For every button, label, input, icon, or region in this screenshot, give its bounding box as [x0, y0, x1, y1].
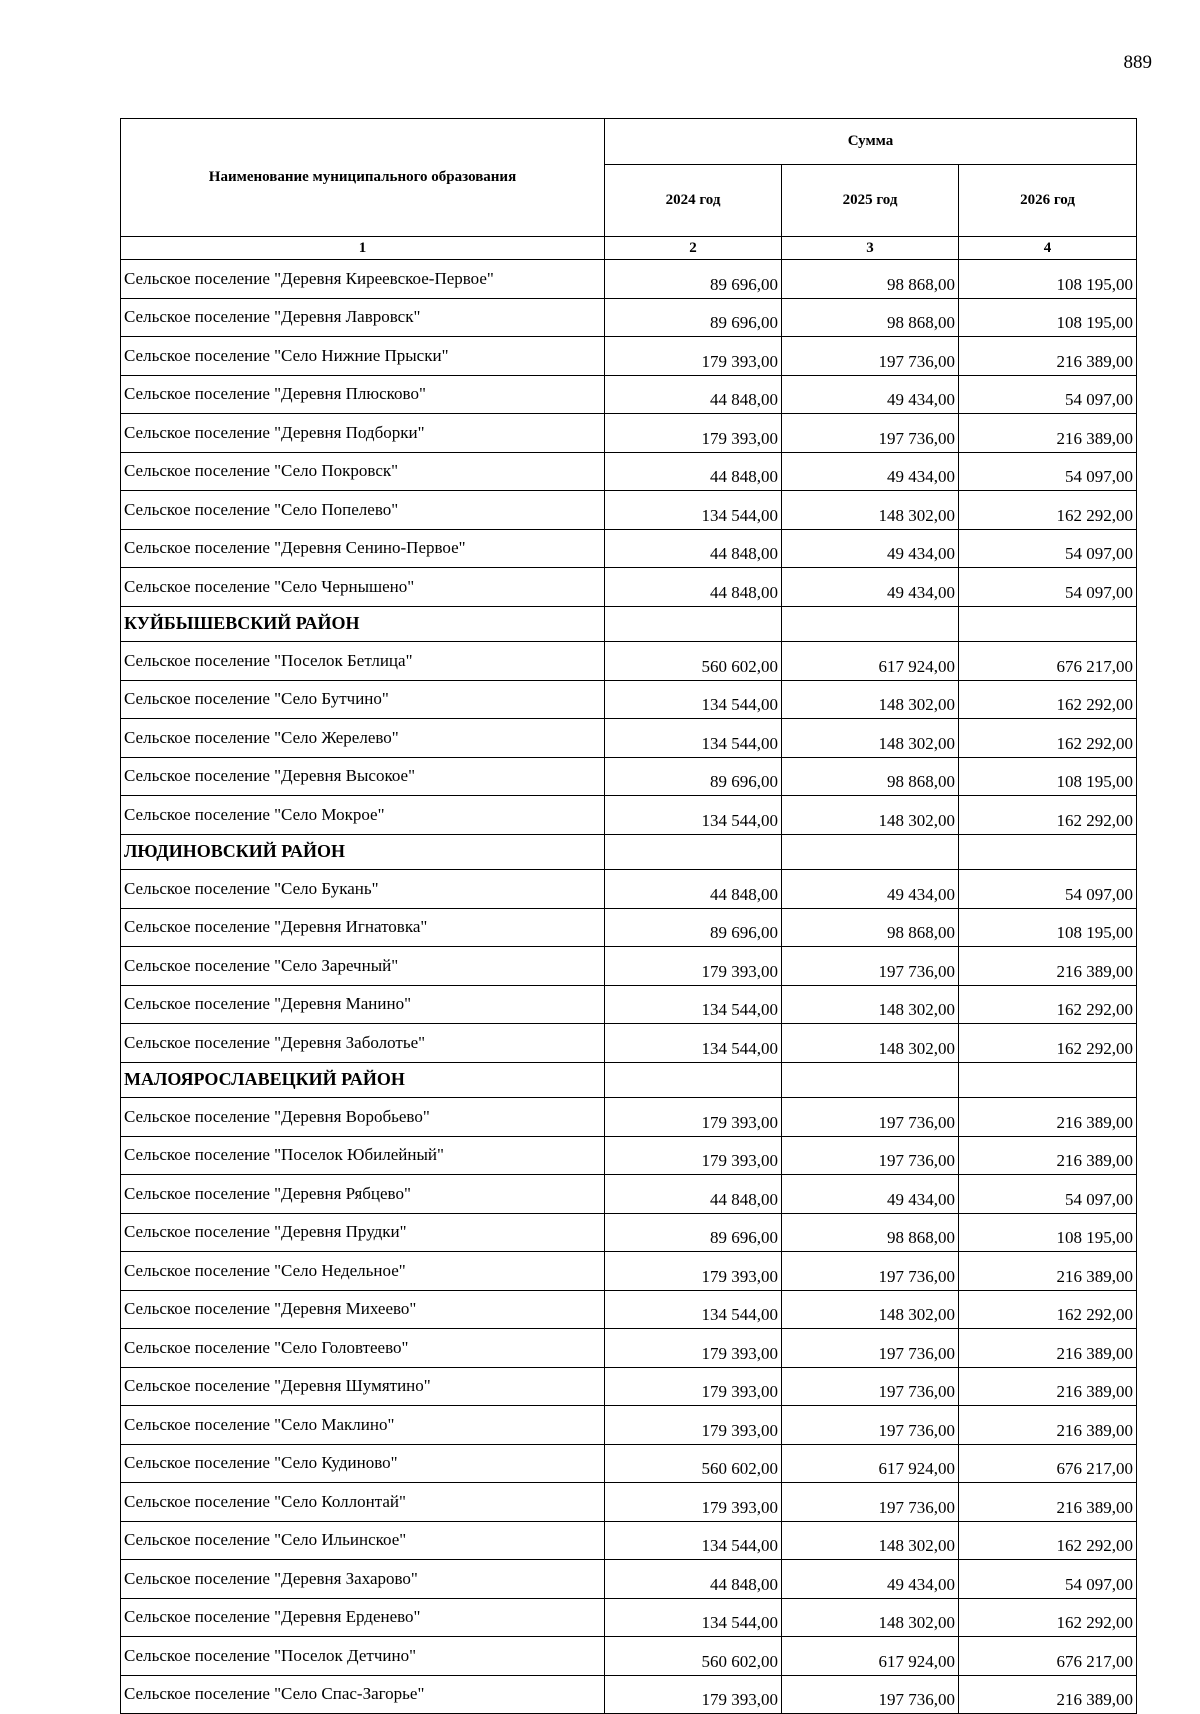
table-row — [121, 1329, 1137, 1368]
amount-2026: 162 292,00 — [959, 1598, 1137, 1637]
settlement-name: Сельское поселение "Село Чернышено" — [121, 568, 605, 607]
amount-2025: 197 736,00 — [782, 1367, 959, 1406]
settlement-name: Сельское поселение "Село Бутчино" — [121, 680, 605, 719]
settlement-name: Сельское поселение "Село Нижние Прыски" — [121, 337, 605, 376]
settlement-name: Сельское поселение "Село Попелево" — [121, 491, 605, 530]
district-section-row — [121, 1062, 1137, 1098]
amount-2026: 108 195,00 — [959, 1213, 1137, 1252]
table-row — [121, 1213, 1137, 1252]
amount-2024: 134 544,00 — [605, 1521, 782, 1560]
table-row — [121, 1560, 1137, 1599]
amount-2026: 676 217,00 — [959, 642, 1137, 681]
header-sum: Сумма — [605, 119, 1137, 165]
amount-2024: 134 544,00 — [605, 491, 782, 530]
amount-2024: 560 602,00 — [605, 1444, 782, 1483]
amount-2026: 216 389,00 — [959, 1367, 1137, 1406]
amount-2024: 89 696,00 — [605, 298, 782, 337]
settlement-name: Сельское поселение "Деревня Захарово" — [121, 1560, 605, 1599]
amount-2025: 49 434,00 — [782, 1560, 959, 1599]
amount-2026: 162 292,00 — [959, 719, 1137, 758]
amount-2024: 134 544,00 — [605, 1598, 782, 1637]
table-row — [121, 414, 1137, 453]
settlement-name: Сельское поселение "Село Покровск" — [121, 452, 605, 491]
amount-2026: 54 097,00 — [959, 870, 1137, 909]
amount-2026: 54 097,00 — [959, 375, 1137, 414]
amount-2024: 44 848,00 — [605, 375, 782, 414]
settlement-name: Сельское поселение "Деревня Высокое" — [121, 757, 605, 796]
amount-2026: 216 389,00 — [959, 414, 1137, 453]
amount-2024: 179 393,00 — [605, 1252, 782, 1291]
table-row — [121, 1367, 1137, 1406]
amount-2025: 197 736,00 — [782, 1252, 959, 1291]
amount-2025: 49 434,00 — [782, 568, 959, 607]
amount-2025: 49 434,00 — [782, 1175, 959, 1214]
table-row — [121, 757, 1137, 796]
settlement-name: Сельское поселение "Деревня Михеево" — [121, 1290, 605, 1329]
amount-2024: 134 544,00 — [605, 719, 782, 758]
column-number: 1 — [121, 237, 605, 260]
amount-2024: 134 544,00 — [605, 1290, 782, 1329]
table-row — [121, 1521, 1137, 1560]
district-name: МАЛОЯРОСЛАВЕЦКИЙ РАЙОН — [121, 1062, 605, 1098]
table-row — [121, 1637, 1137, 1676]
amount-2026: 216 389,00 — [959, 1098, 1137, 1137]
amount-2026: 108 195,00 — [959, 757, 1137, 796]
empty-cell — [605, 606, 782, 642]
table-row — [121, 491, 1137, 530]
settlement-name: Сельское поселение "Поселок Юбилейный" — [121, 1136, 605, 1175]
amount-2026: 54 097,00 — [959, 1560, 1137, 1599]
amount-2024: 179 393,00 — [605, 1098, 782, 1137]
amount-2024: 44 848,00 — [605, 1175, 782, 1214]
district-name: КУЙБЫШЕВСКИЙ РАЙОН — [121, 606, 605, 642]
table-row — [121, 260, 1137, 299]
amount-2025: 197 736,00 — [782, 1675, 959, 1714]
header-year-2025: 2025 год — [782, 165, 959, 237]
amount-2025: 148 302,00 — [782, 1024, 959, 1063]
amount-2026: 216 389,00 — [959, 1136, 1137, 1175]
amount-2026: 162 292,00 — [959, 796, 1137, 835]
amount-2025: 98 868,00 — [782, 298, 959, 337]
empty-cell — [605, 1062, 782, 1098]
table-row — [121, 1024, 1137, 1063]
amount-2024: 89 696,00 — [605, 908, 782, 947]
amount-2025: 49 434,00 — [782, 870, 959, 909]
amount-2026: 216 389,00 — [959, 1483, 1137, 1522]
settlement-name: Сельское поселение "Деревня Подборки" — [121, 414, 605, 453]
table-row — [121, 719, 1137, 758]
settlement-name: Сельское поселение "Деревня Ерденево" — [121, 1598, 605, 1637]
table-row — [121, 1136, 1137, 1175]
column-number: 3 — [782, 237, 959, 260]
settlement-name: Сельское поселение "Поселок Бетлица" — [121, 642, 605, 681]
amount-2024: 179 393,00 — [605, 1483, 782, 1522]
table-row — [121, 1598, 1137, 1637]
settlement-name: Сельское поселение "Село Заречный" — [121, 947, 605, 986]
amount-2025: 197 736,00 — [782, 414, 959, 453]
settlement-name: Сельское поселение "Село Ильинское" — [121, 1521, 605, 1560]
header-year-2026: 2026 год — [959, 165, 1137, 237]
empty-cell — [959, 606, 1137, 642]
table-row — [121, 1290, 1137, 1329]
settlement-name: Сельское поселение "Деревня Воробьево" — [121, 1098, 605, 1137]
amount-2025: 617 924,00 — [782, 642, 959, 681]
table-row — [121, 1406, 1137, 1445]
amount-2024: 44 848,00 — [605, 568, 782, 607]
amount-2025: 49 434,00 — [782, 529, 959, 568]
amount-2026: 676 217,00 — [959, 1444, 1137, 1483]
amount-2025: 98 868,00 — [782, 260, 959, 299]
header-year-2024: 2024 год — [605, 165, 782, 237]
amount-2025: 98 868,00 — [782, 1213, 959, 1252]
table-row — [121, 642, 1137, 681]
table-row — [121, 1098, 1137, 1137]
amount-2025: 49 434,00 — [782, 375, 959, 414]
amount-2025: 197 736,00 — [782, 1098, 959, 1137]
table-row — [121, 947, 1137, 986]
amount-2026: 216 389,00 — [959, 1329, 1137, 1368]
table-row — [121, 529, 1137, 568]
amount-2026: 54 097,00 — [959, 1175, 1137, 1214]
page-number: 889 — [1123, 52, 1152, 73]
amount-2025: 617 924,00 — [782, 1637, 959, 1676]
amount-2025: 148 302,00 — [782, 1290, 959, 1329]
settlement-name: Сельское поселение "Деревня Сенино-Первое" — [121, 529, 605, 568]
settlement-name: Сельское поселение "Деревня Заболотье" — [121, 1024, 605, 1063]
amount-2025: 148 302,00 — [782, 719, 959, 758]
amount-2024: 560 602,00 — [605, 1637, 782, 1676]
amount-2026: 216 389,00 — [959, 1252, 1137, 1291]
amount-2024: 179 393,00 — [605, 337, 782, 376]
table-row — [121, 870, 1137, 909]
district-section-row — [121, 606, 1137, 642]
amount-2026: 162 292,00 — [959, 1290, 1137, 1329]
empty-cell — [782, 606, 959, 642]
amount-2026: 54 097,00 — [959, 568, 1137, 607]
budget-table — [120, 118, 1137, 1714]
amount-2024: 44 848,00 — [605, 1560, 782, 1599]
amount-2025: 197 736,00 — [782, 337, 959, 376]
table-row — [121, 1675, 1137, 1714]
amount-2025: 148 302,00 — [782, 1521, 959, 1560]
amount-2024: 134 544,00 — [605, 680, 782, 719]
settlement-name: Сельское поселение "Деревня Лавровск" — [121, 298, 605, 337]
amount-2026: 676 217,00 — [959, 1637, 1137, 1676]
empty-cell — [605, 834, 782, 870]
table-row — [121, 1444, 1137, 1483]
amount-2026: 216 389,00 — [959, 1675, 1137, 1714]
amount-2026: 162 292,00 — [959, 491, 1137, 530]
amount-2026: 216 389,00 — [959, 947, 1137, 986]
settlement-name: Сельское поселение "Поселок Детчино" — [121, 1637, 605, 1676]
amount-2026: 162 292,00 — [959, 680, 1137, 719]
settlement-name: Сельское поселение "Село Коллонтай" — [121, 1483, 605, 1522]
amount-2026: 162 292,00 — [959, 1024, 1137, 1063]
settlement-name: Сельское поселение "Деревня Манино" — [121, 985, 605, 1024]
amount-2025: 98 868,00 — [782, 908, 959, 947]
table-row — [121, 1483, 1137, 1522]
settlement-name: Сельское поселение "Деревня Игнатовка" — [121, 908, 605, 947]
amount-2024: 134 544,00 — [605, 985, 782, 1024]
header-name-column: Наименование муниципального образования — [121, 119, 605, 237]
amount-2025: 197 736,00 — [782, 1483, 959, 1522]
settlement-name: Сельское поселение "Село Головтеево" — [121, 1329, 605, 1368]
amount-2024: 179 393,00 — [605, 1136, 782, 1175]
settlement-name: Сельское поселение "Село Маклино" — [121, 1406, 605, 1445]
amount-2024: 44 848,00 — [605, 529, 782, 568]
amount-2024: 179 393,00 — [605, 1406, 782, 1445]
settlement-name: Сельское поселение "Село Букань" — [121, 870, 605, 909]
table-row — [121, 1175, 1137, 1214]
amount-2026: 216 389,00 — [959, 1406, 1137, 1445]
amount-2024: 44 848,00 — [605, 452, 782, 491]
amount-2024: 179 393,00 — [605, 947, 782, 986]
amount-2025: 148 302,00 — [782, 1598, 959, 1637]
column-number: 4 — [959, 237, 1137, 260]
table-body — [121, 260, 1137, 1714]
amount-2025: 49 434,00 — [782, 452, 959, 491]
table-row — [121, 337, 1137, 376]
table-row — [121, 375, 1137, 414]
amount-2025: 148 302,00 — [782, 985, 959, 1024]
table-row — [121, 908, 1137, 947]
table-row — [121, 680, 1137, 719]
empty-cell — [959, 1062, 1137, 1098]
column-number: 2 — [605, 237, 782, 260]
settlement-name: Сельское поселение "Деревня Киреевское-Первое" — [121, 260, 605, 299]
table-row — [121, 298, 1137, 337]
settlement-name: Сельское поселение "Село Мокрое" — [121, 796, 605, 835]
amount-2024: 134 544,00 — [605, 1024, 782, 1063]
amount-2026: 162 292,00 — [959, 985, 1137, 1024]
empty-cell — [782, 1062, 959, 1098]
amount-2026: 216 389,00 — [959, 337, 1137, 376]
amount-2025: 197 736,00 — [782, 1406, 959, 1445]
amount-2024: 89 696,00 — [605, 1213, 782, 1252]
amount-2024: 560 602,00 — [605, 642, 782, 681]
table-row — [121, 1252, 1137, 1291]
table-row — [121, 985, 1137, 1024]
district-section-row — [121, 834, 1137, 870]
amount-2026: 162 292,00 — [959, 1521, 1137, 1560]
amount-2025: 98 868,00 — [782, 757, 959, 796]
amount-2025: 617 924,00 — [782, 1444, 959, 1483]
amount-2025: 148 302,00 — [782, 491, 959, 530]
amount-2024: 89 696,00 — [605, 260, 782, 299]
amount-2024: 44 848,00 — [605, 870, 782, 909]
amount-2024: 89 696,00 — [605, 757, 782, 796]
amount-2024: 134 544,00 — [605, 796, 782, 835]
amount-2026: 54 097,00 — [959, 452, 1137, 491]
table-row — [121, 452, 1137, 491]
amount-2024: 179 393,00 — [605, 414, 782, 453]
settlement-name: Сельское поселение "Деревня Прудки" — [121, 1213, 605, 1252]
amount-2025: 197 736,00 — [782, 1329, 959, 1368]
settlement-name: Сельское поселение "Село Кудиново" — [121, 1444, 605, 1483]
amount-2024: 179 393,00 — [605, 1675, 782, 1714]
settlement-name: Сельское поселение "Деревня Шумятино" — [121, 1367, 605, 1406]
district-name: ЛЮДИНОВСКИЙ РАЙОН — [121, 834, 605, 870]
amount-2026: 54 097,00 — [959, 529, 1137, 568]
amount-2024: 179 393,00 — [605, 1367, 782, 1406]
amount-2025: 197 736,00 — [782, 1136, 959, 1175]
amount-2025: 148 302,00 — [782, 796, 959, 835]
settlement-name: Сельское поселение "Деревня Рябцево" — [121, 1175, 605, 1214]
amount-2024: 179 393,00 — [605, 1329, 782, 1368]
amount-2026: 108 195,00 — [959, 908, 1137, 947]
settlement-name: Сельское поселение "Село Недельное" — [121, 1252, 605, 1291]
table-row — [121, 568, 1137, 607]
empty-cell — [782, 834, 959, 870]
settlement-name: Сельское поселение "Село Жерелево" — [121, 719, 605, 758]
table-row — [121, 796, 1137, 835]
amount-2026: 108 195,00 — [959, 260, 1137, 299]
amount-2026: 108 195,00 — [959, 298, 1137, 337]
empty-cell — [959, 834, 1137, 870]
settlement-name: Сельское поселение "Село Спас-Загорье" — [121, 1675, 605, 1714]
settlement-name: Сельское поселение "Деревня Плюсково" — [121, 375, 605, 414]
amount-2025: 197 736,00 — [782, 947, 959, 986]
amount-2025: 148 302,00 — [782, 680, 959, 719]
